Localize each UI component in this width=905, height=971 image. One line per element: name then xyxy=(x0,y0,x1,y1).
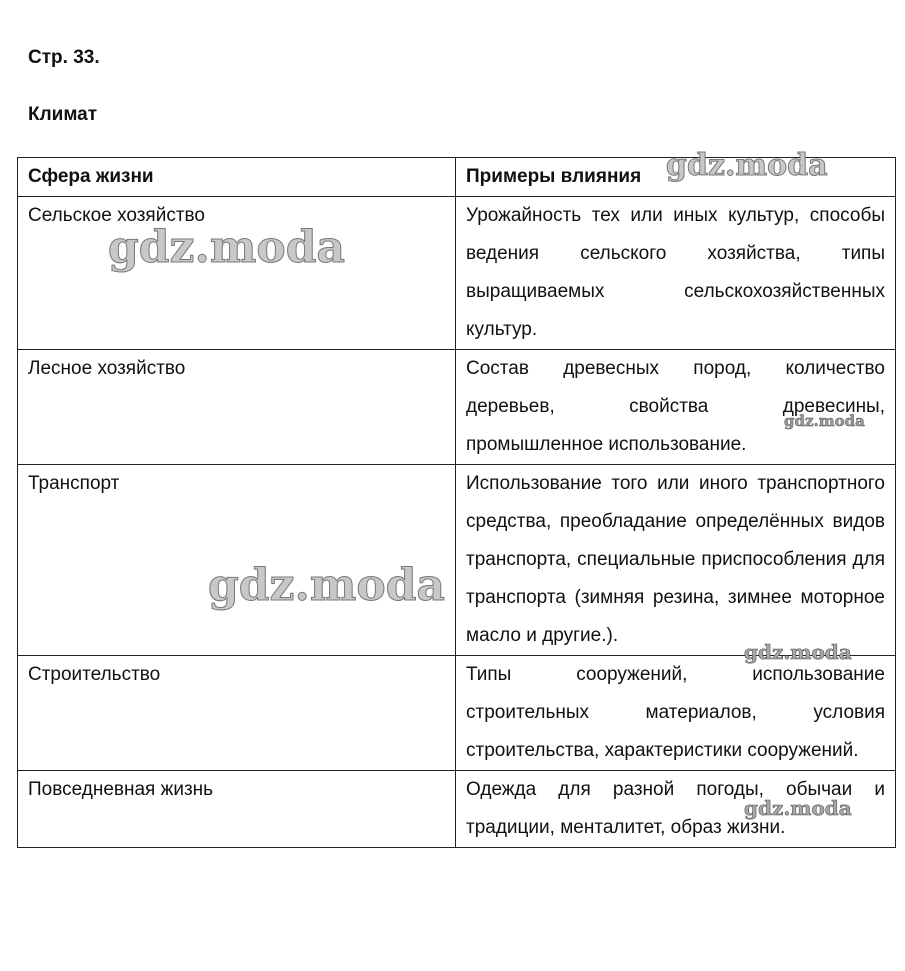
examples-cell: Урожайность тех или иных культур, способы ведения сельского хозяйства, типы выращиваемых сельскохозяйственных культур. xyxy=(456,197,896,350)
table-row xyxy=(18,350,896,465)
watermark: gdz.moda xyxy=(744,796,852,820)
table-row xyxy=(18,656,896,771)
page-number-label: Стр. 33. xyxy=(28,47,100,68)
watermark: gdz.moda xyxy=(666,148,828,183)
watermark: gdz.moda xyxy=(108,222,346,273)
watermark: gdz.moda xyxy=(208,560,446,611)
sphere-cell: Сельское хозяйство xyxy=(18,197,456,350)
examples-cell: Одежда для разной погоды, обычаи и традиции, менталитет, образ жизни. xyxy=(456,771,896,848)
watermark: gdz.moda xyxy=(784,412,865,430)
watermark: gdz.moda xyxy=(744,640,852,664)
table-row xyxy=(18,771,896,848)
column-header-sphere: Сфера жизни xyxy=(18,158,456,197)
column-header-examples: Примеры влияния xyxy=(456,158,896,197)
sphere-cell: Лесное хозяйство xyxy=(18,350,456,465)
table-header-row xyxy=(18,158,896,197)
examples-cell: Типы сооружений, использование строительных материалов, условия строительства, характеристики сооружений. xyxy=(456,656,896,771)
climate-influence-table xyxy=(17,157,896,848)
examples-cell: Использование того или иного транспортного средства, преобладание определённых видов транспорта, специальные приспособления для транспорта (зимняя резина, зимнее моторное масло и другие.). xyxy=(456,465,896,656)
sphere-cell: Строительство xyxy=(18,656,456,771)
sphere-cell: Транспорт xyxy=(18,465,456,656)
table-row xyxy=(18,197,896,350)
sphere-cell: Повседневная жизнь xyxy=(18,771,456,848)
section-title: Климат xyxy=(28,104,98,125)
examples-cell: Состав древесных пород, количество деревьев, свойства древесины, промышленное использование. xyxy=(456,350,896,465)
table-row xyxy=(18,465,896,656)
